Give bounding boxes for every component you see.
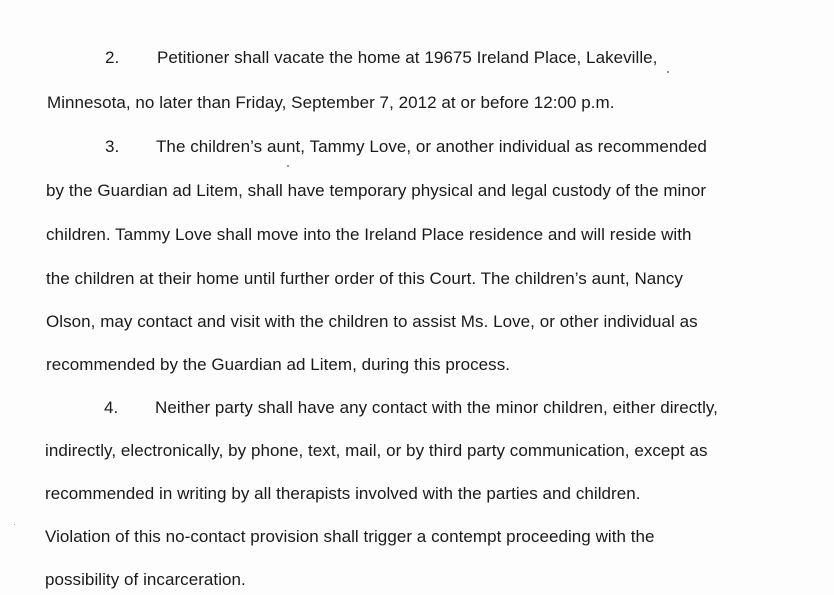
- paragraph-3-line-6: recommended by the Guardian ad Litem, during this process.: [46, 355, 511, 374]
- paragraph-2-line-1: Petitioner shall vacate the home at 19675 Ireland Place, Lakeville,: [157, 48, 658, 67]
- paragraph-number-4: 4.: [104, 398, 119, 417]
- paragraph-2-line-2: Minnesota, no later than Friday, September 7, 2012 at or before 12:00 p.m.: [47, 93, 615, 112]
- paragraph-4-line-3: recommended in writing by all therapists involved with the parties and children.: [45, 484, 641, 503]
- paragraph-number-2: 2.: [105, 48, 120, 67]
- paragraph-4-line-1: Neither party shall have any contact with the minor children, either directly,: [155, 398, 718, 417]
- paragraph-4-line-5: possibility of incarceration.: [45, 570, 246, 589]
- paragraph-4-line-4: Violation of this no-contact provision shall trigger a contempt proceeding with the: [45, 527, 655, 546]
- scan-speck: [14, 524, 15, 525]
- scan-speck: [667, 71, 669, 73]
- scan-speck: [287, 165, 289, 167]
- paragraph-4-line-2: indirectly, electronically, by phone, text, mail, or by third party communication, except as: [45, 441, 708, 460]
- paragraph-3-line-4: the children at their home until further order of this Court. The children’s aunt, Nancy: [46, 269, 683, 288]
- paragraph-number-3: 3.: [105, 137, 120, 156]
- paragraph-3-line-5: Olson, may contact and visit with the children to assist Ms. Love, or other individual as: [46, 312, 698, 331]
- paragraph-3-line-1: The children’s aunt, Tammy Love, or another individual as recommended: [156, 137, 707, 156]
- paragraph-3-line-2: by the Guardian ad Litem, shall have temporary physical and legal custody of the minor: [46, 181, 707, 200]
- paragraph-3-line-3: children. Tammy Love shall move into the Ireland Place residence and will reside with: [46, 225, 692, 244]
